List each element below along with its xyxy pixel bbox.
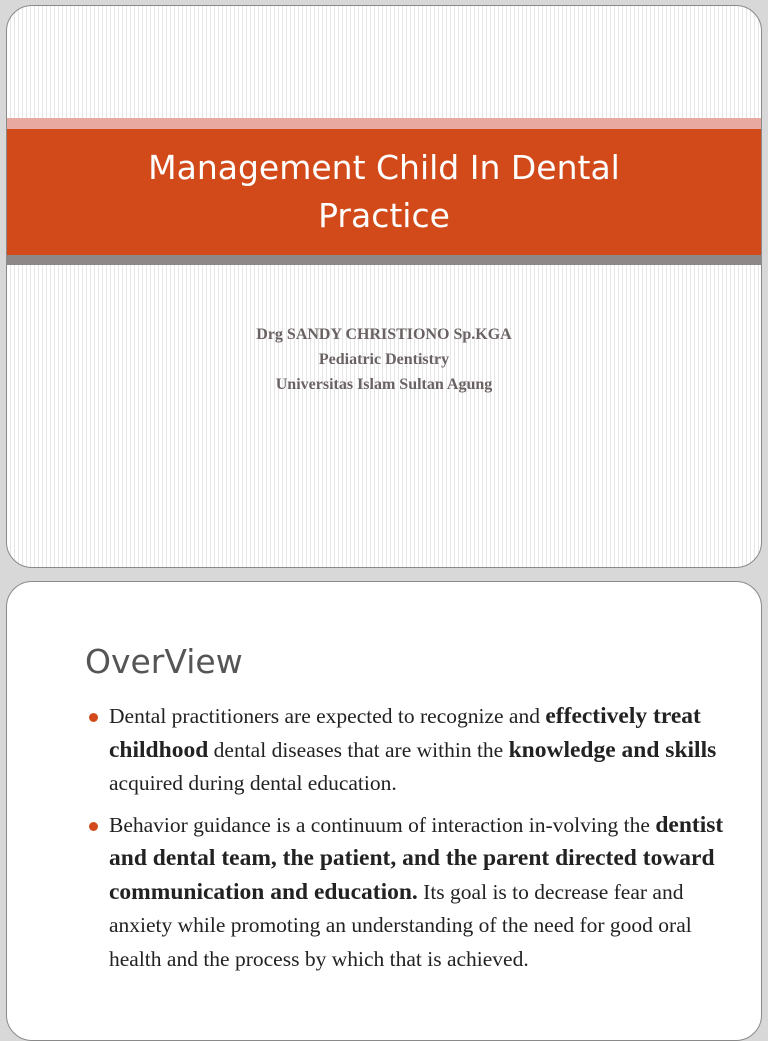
bullet-text: acquired during dental education. — [109, 771, 397, 795]
bullet-emphasis: effectively treat childhood — [109, 703, 701, 763]
bullet-item — [87, 809, 727, 977]
bullet-item — [87, 700, 727, 801]
bullet-text: dental diseases that are within the — [208, 737, 509, 762]
title-slide — [6, 5, 762, 568]
bullet-text: Its goal is to decrease fear and anxiety while promoting an understanding of the need for good oral health and the process by which that is achieved. — [109, 879, 692, 971]
overview-slide — [6, 581, 762, 1041]
bullet-emphasis: knowledge and skills — [508, 736, 717, 763]
bullet-icon — [89, 713, 98, 722]
slide-title: Management Child In Dental Practice — [148, 148, 620, 235]
accent-stripe-top — [7, 118, 761, 129]
author-department: Pediatric Dentistry — [318, 351, 450, 368]
accent-stripe-bottom — [7, 255, 761, 265]
bullet-text: Dental practitioners are expected to recognize and — [109, 704, 546, 728]
author-name: Drg SANDY CHRISTIONO Sp.KGA — [256, 326, 512, 343]
author-institution: Universitas Islam Sultan Agung — [275, 376, 493, 393]
title-banner — [7, 129, 761, 255]
slide-heading: OverView — [85, 642, 243, 681]
bullet-emphasis: dentist and dental team, the patient, and the parent directed toward communication and education. — [109, 811, 724, 905]
bullet-text: Behavior guidance is a continuum of interaction in-volving the — [109, 812, 656, 837]
bullet-list — [87, 700, 727, 984]
bullet-icon — [89, 822, 98, 831]
author-block — [7, 322, 761, 397]
